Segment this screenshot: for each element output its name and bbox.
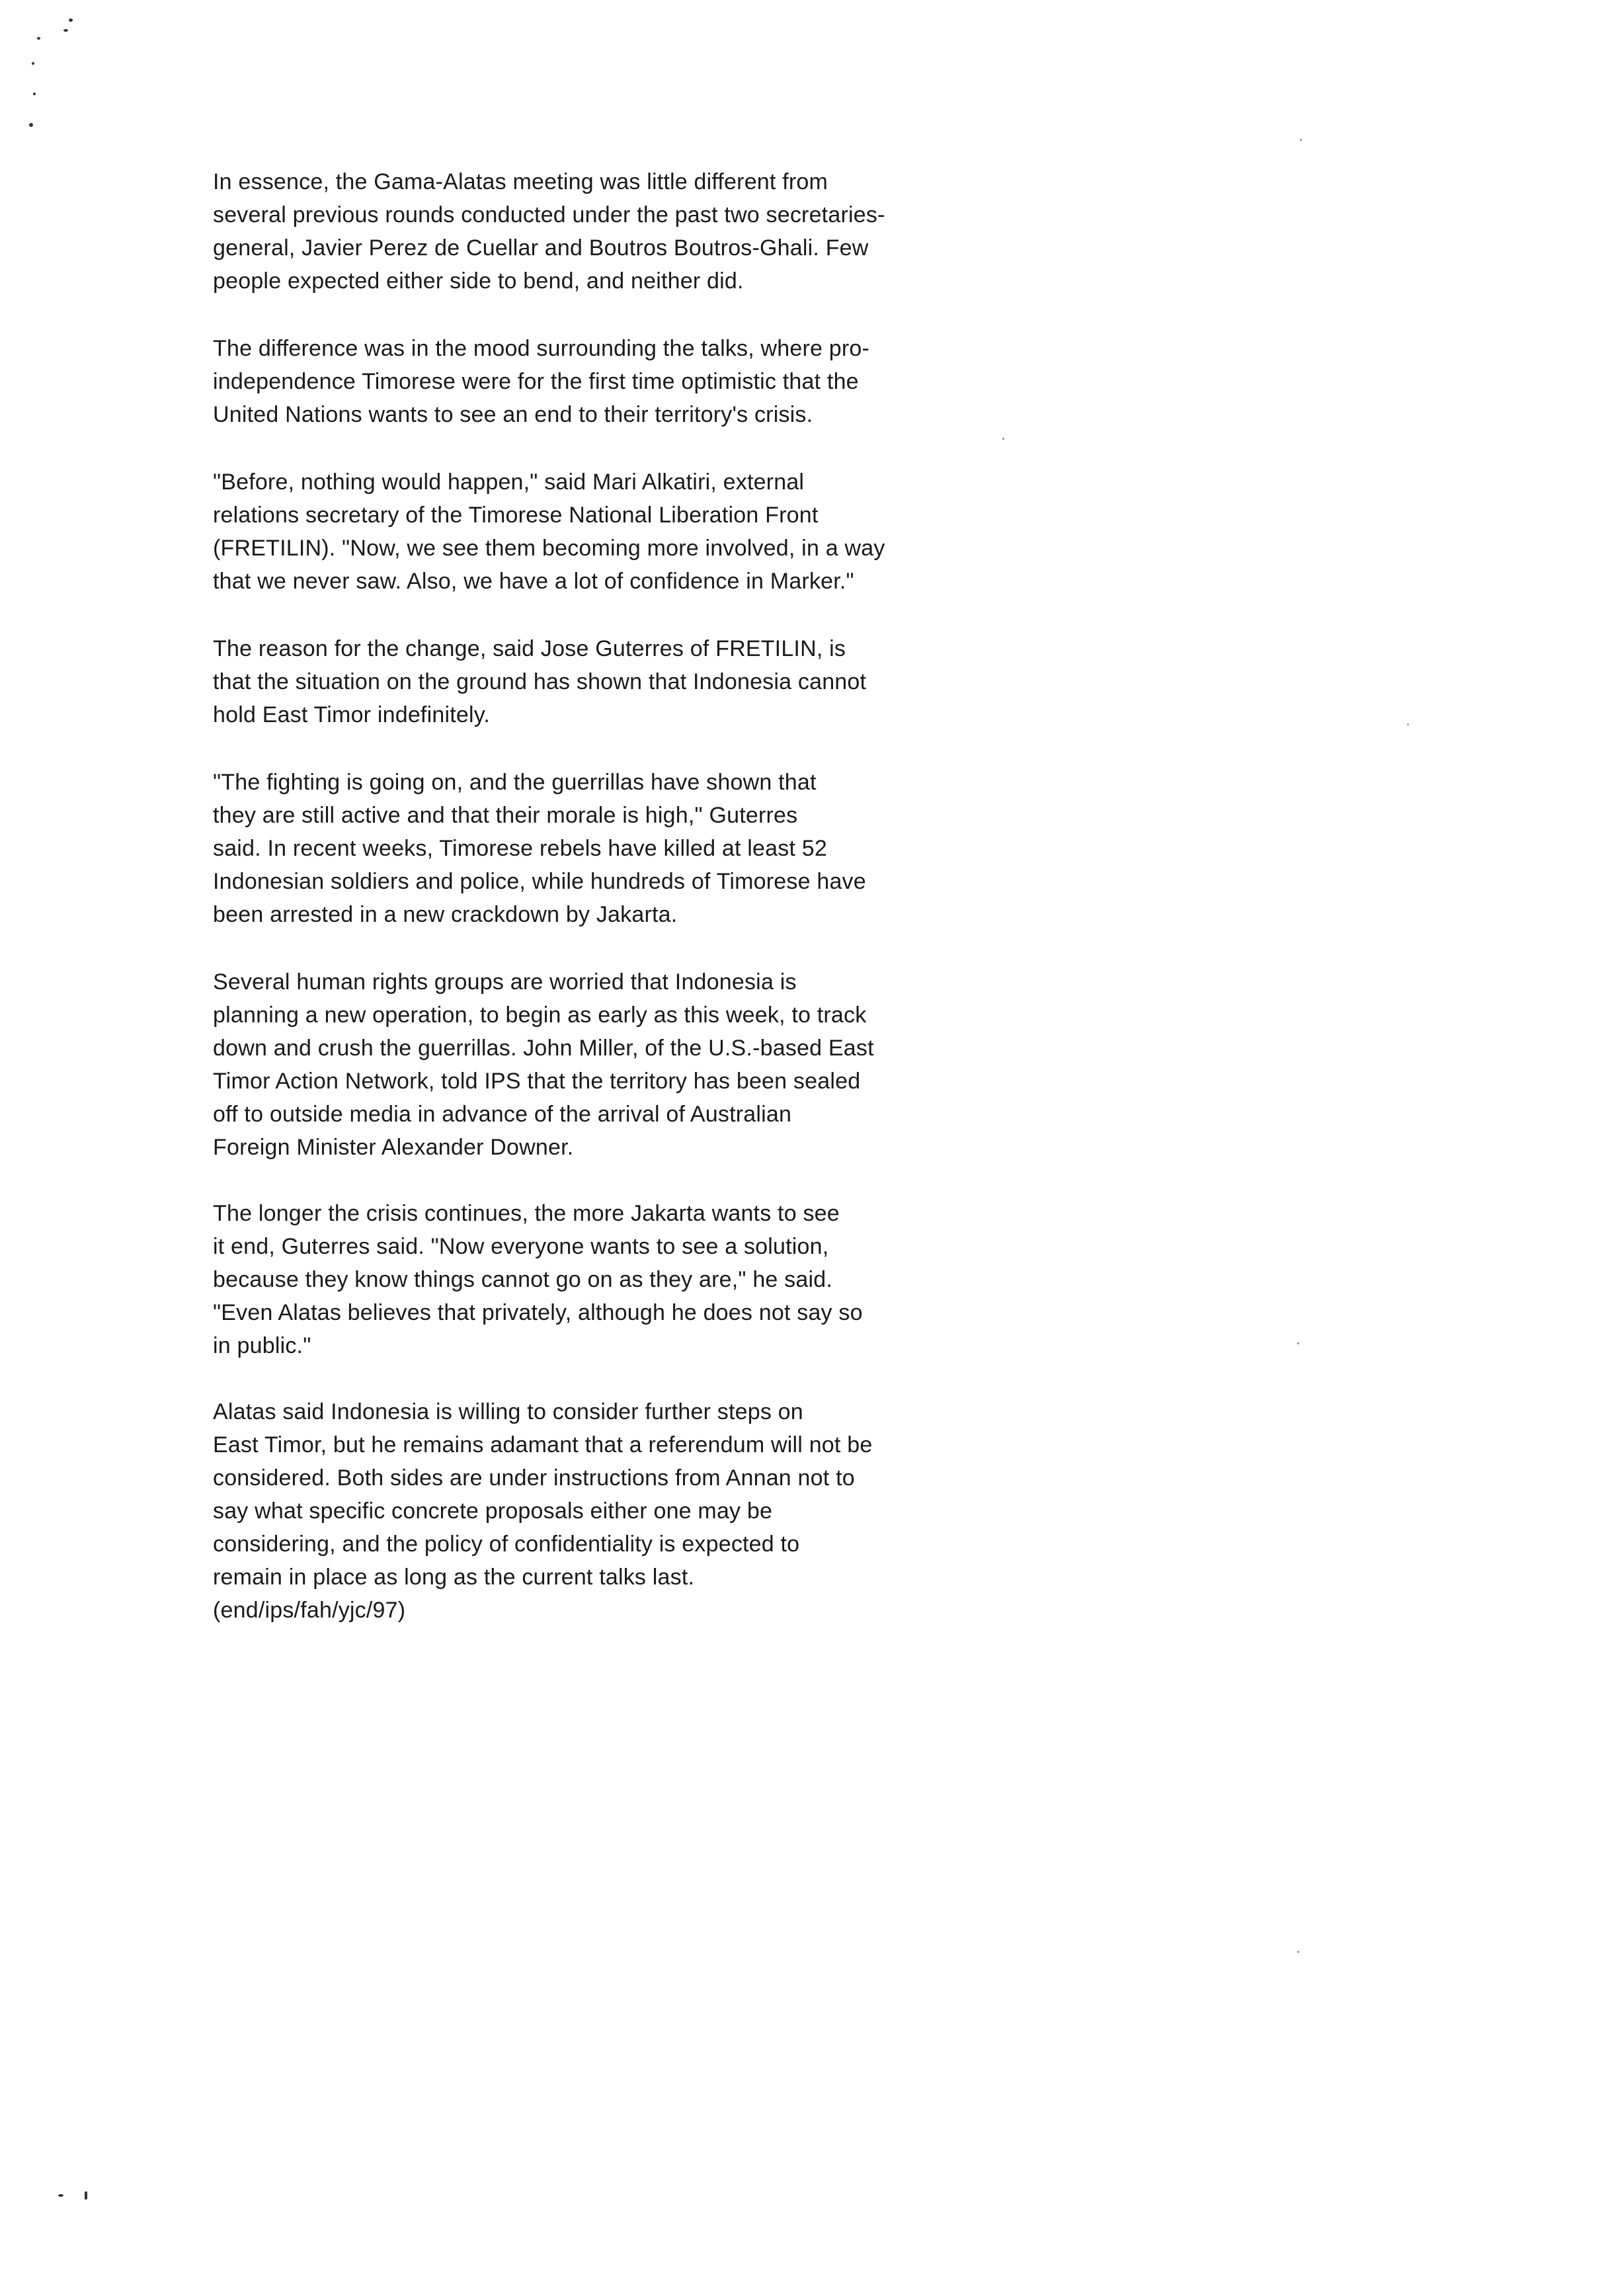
scan-speck — [1297, 1951, 1299, 1953]
text-line: people expected either side to bend, and neither did. — [213, 268, 744, 294]
paragraph-7 — [213, 1197, 1006, 1362]
paragraph-3 — [213, 466, 1006, 598]
scan-speck — [1407, 723, 1409, 725]
text-line: say what specific concrete proposals either one may be — [213, 1498, 773, 1524]
scan-speck — [32, 62, 34, 65]
scan-speck — [29, 123, 33, 127]
text-line: In essence, the Gama-Alatas meeting was little different from — [213, 169, 828, 194]
scan-speck — [85, 2192, 87, 2199]
scan-speck — [1002, 438, 1004, 440]
text-line: hold East Timor indefinitely. — [213, 702, 491, 727]
scan-speck — [58, 2194, 63, 2197]
text-line: East Timor, but he remains adamant that a referendum will not be — [213, 1432, 873, 1457]
text-line: it end, Guterres said. "Now everyone wants to see a solution, — [213, 1234, 829, 1259]
text-line: several previous rounds conducted under the past two secretaries- — [213, 202, 885, 227]
text-line: Several human rights groups are worried that Indonesia is — [213, 969, 797, 995]
text-line: Alatas said Indonesia is willing to consider further steps on — [213, 1399, 803, 1424]
text-line: "Before, nothing would happen," said Mari Alkatiri, external — [213, 470, 805, 495]
text-line: off to outside media in advance of the arrival of Australian — [213, 1102, 792, 1127]
text-line: United Nations wants to see an end to their territory's crisis. — [213, 402, 813, 427]
paragraph-5 — [213, 766, 1006, 931]
text-line: in public." — [213, 1333, 311, 1358]
text-line: The reason for the change, said Jose Guterres of FRETILIN, is — [213, 636, 846, 661]
scan-speck — [63, 29, 68, 32]
text-line: remain in place as long as the current talks last. — [213, 1565, 695, 1590]
paragraph-4 — [213, 632, 1006, 731]
scan-speck — [1300, 139, 1302, 141]
scan-speck — [33, 93, 36, 95]
text-line: that we never saw. Also, we have a lot of confidence in Marker." — [213, 569, 854, 594]
text-line: "The fighting is going on, and the guerrillas have shown that — [213, 770, 817, 795]
text-line: relations secretary of the Timorese National Liberation Front — [213, 503, 819, 528]
text-line: (end/ips/fah/yjc/97) — [213, 1598, 406, 1623]
text-line: independence Timorese were for the first time optimistic that the — [213, 369, 859, 394]
text-line: that the situation on the ground has shown that Indonesia cannot — [213, 669, 867, 694]
text-line: Indonesian soldiers and police, while hundreds of Timorese have — [213, 869, 866, 894]
text-line: "Even Alatas believes that privately, although he does not say so — [213, 1300, 863, 1325]
text-line: Foreign Minister Alexander Downer. — [213, 1135, 574, 1160]
paragraph-1 — [213, 165, 1006, 298]
text-line: because they know things cannot go on as they are," he said. — [213, 1267, 833, 1292]
text-line: general, Javier Perez de Cuellar and Boutros Boutros-Ghali. Few — [213, 235, 869, 261]
text-line: The longer the crisis continues, the more Jakarta wants to see — [213, 1201, 840, 1226]
scan-speck — [69, 19, 73, 22]
text-line: planning a new operation, to begin as early as this week, to track — [213, 1003, 867, 1028]
text-line: Timor Action Network, told IPS that the territory has been sealed — [213, 1069, 861, 1094]
text-line: said. In recent weeks, Timorese rebels have killed at least 52 — [213, 836, 827, 861]
paragraph-6 — [213, 965, 1006, 1164]
text-line: (FRETILIN). "Now, we see them becoming more involved, in a way — [213, 536, 885, 561]
text-line: been arrested in a new crackdown by Jakarta. — [213, 902, 678, 927]
paragraph-2 — [213, 332, 1006, 431]
paragraph-8 — [213, 1395, 1006, 1627]
text-line: down and crush the guerrillas. John Miller, of the U.S.-based East — [213, 1036, 874, 1061]
text-line: considering, and the policy of confidentiality is expected to — [213, 1532, 800, 1557]
scan-speck — [1297, 1342, 1299, 1344]
text-line: considered. Both sides are under instructions from Annan not to — [213, 1465, 855, 1491]
text-line: The difference was in the mood surrounding the talks, where pro- — [213, 336, 870, 361]
text-line: they are still active and that their morale is high," Guterres — [213, 803, 798, 828]
scan-speck — [37, 37, 40, 40]
